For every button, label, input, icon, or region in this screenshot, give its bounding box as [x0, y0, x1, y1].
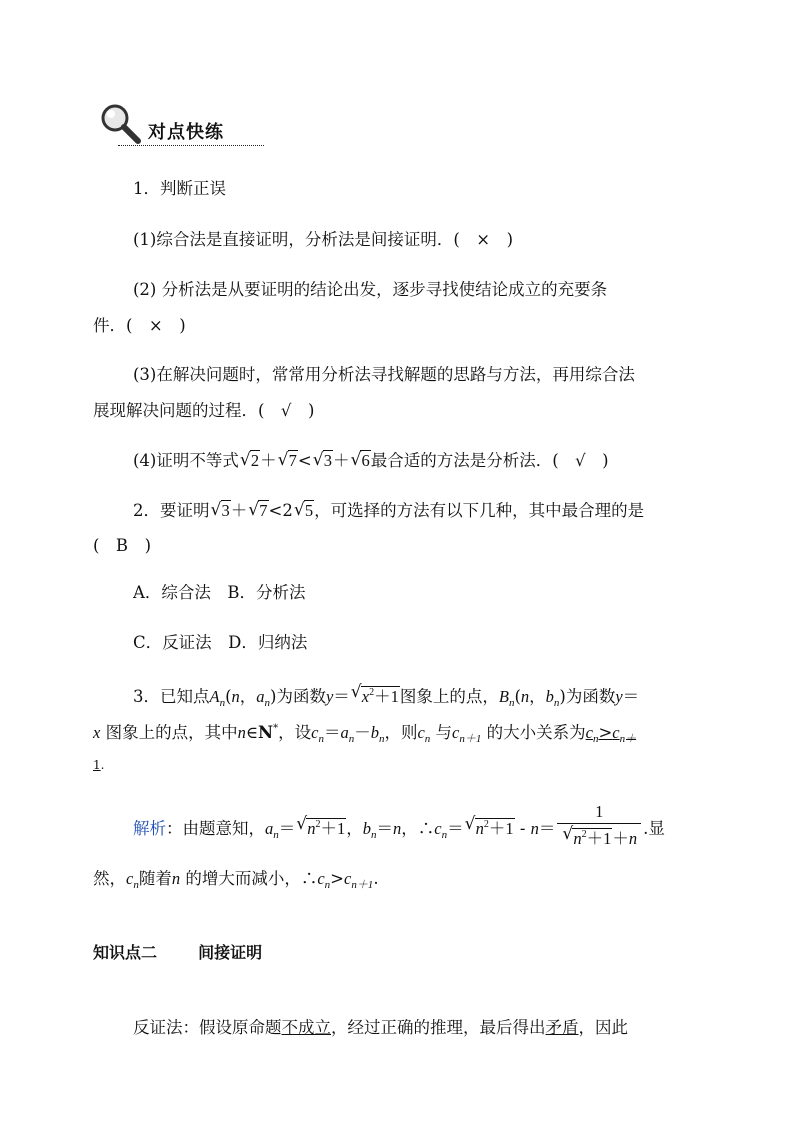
solution-line2b: 随着 — [138, 869, 172, 888]
solution-line2: 然，$c_n$随着n 的增大而减小，$\therefore c_n>c_{n+1}$. — [93, 869, 379, 891]
q2-prefix: 2．要证明 — [133, 501, 210, 520]
q3-text2: 图象上的点， — [399, 687, 499, 706]
last-line-b: ，经过正确的推理，最后得出 — [331, 1018, 546, 1037]
q1-item2-line2: 件．( × ) — [93, 316, 186, 335]
knowledge-point-heading — [93, 940, 262, 963]
q3-text4: 图象上的点，其中 — [105, 723, 238, 742]
q2-options-cd: C．反证法 D．归纳法 — [133, 633, 308, 652]
q2-options-ab: A．综合法 B．分析法 — [133, 583, 306, 602]
last-line-c: ，因此 — [578, 1018, 628, 1037]
last-line-a: 反证法：假设原命题 — [133, 1018, 282, 1037]
last-line-underlined-1: 不成立 — [281, 1018, 331, 1037]
inequality-expression: √ 2＋ √ 7< √ 3＋ √ 6 — [239, 450, 370, 470]
magnifier-icon — [96, 100, 146, 148]
q3-text3: 为函数 — [565, 687, 616, 706]
q3-text5: ，设 — [278, 723, 312, 742]
q1-item1: (1)综合法是直接证明，分析法是间接证明．( × ) — [133, 230, 514, 249]
knowledge-point-label: 知识点二 — [93, 943, 158, 962]
q2-expression: √ 3＋ √ 7<2 √ 5 — [210, 500, 314, 520]
solution-label: 解析 — [133, 819, 166, 838]
q3-text6: ，则 — [384, 723, 418, 742]
q2-stem — [133, 500, 644, 522]
q3-text8: 的大小关系为 — [486, 723, 586, 742]
q1-item4-prefix: (4)证明不等式 — [133, 451, 239, 470]
knowledge-point-title: 间接证明 — [198, 943, 263, 962]
q3-text7: 与 — [435, 723, 453, 742]
q2-answer: ( B ) — [93, 536, 151, 555]
q3-line1: 3．已知点$A_n(n$，$a_n$)为函数y＝ √ $x^2+1$图象上的点，$B_n(n$，$b_n$)为函数y＝ — [133, 682, 640, 709]
header-divider — [118, 145, 264, 146]
q1-item3-line1: (3)在解决问题时，常常用分析法寻找解题的思路与方法，再用综合法 — [133, 365, 635, 384]
proof-by-contradiction-line — [133, 1017, 628, 1039]
q1-item4-suffix: 最合适的方法是分析法．( √ ) — [370, 451, 609, 470]
q1-header: 1．判断正误 — [133, 179, 226, 198]
q3-answer: $c_n>c_{n+}$ — [585, 723, 637, 745]
solution-intro: ：由题意知， — [166, 819, 265, 838]
solution-line2a: 然， — [93, 869, 126, 888]
q1-item3-line2: 展现解决问题的过程．( √ ) — [93, 401, 315, 420]
q1-item4 — [133, 450, 609, 472]
section-title: 对点快练 — [148, 122, 224, 143]
q3-label: 3．已知点 — [133, 687, 210, 706]
q3-line2: x 图象上的点，其中n∈N*，设$c_n=a_n-b_n$，则$c_n$ 与$c_{n+1}$ 的大小关系为$c_n>c_{n+}$ — [93, 723, 637, 745]
solution-line2c: 的增大而减小，∴ — [185, 869, 318, 888]
q3-text1: 为函数 — [276, 687, 326, 706]
q1-item2-line1: (2) 分析法是从要证明的结论出发，逐步寻找使结论成立的充要条 — [133, 280, 608, 299]
solution-note: 显 — [648, 819, 665, 838]
last-line-underlined-2: 矛盾 — [545, 1018, 579, 1037]
q3-line3: 1. — [93, 758, 105, 772]
solution-line1: 解析：由题意知，$a_n=$ √ $n^2+1$，$b_n=n$，$\therefore c_n=$ √ $n^2+1 - n=$ 1 √ $n^2+1+n$ .显 — [133, 802, 665, 848]
q2-suffix: ，可选择的方法有以下几种，其中最合理的是 — [314, 501, 645, 520]
